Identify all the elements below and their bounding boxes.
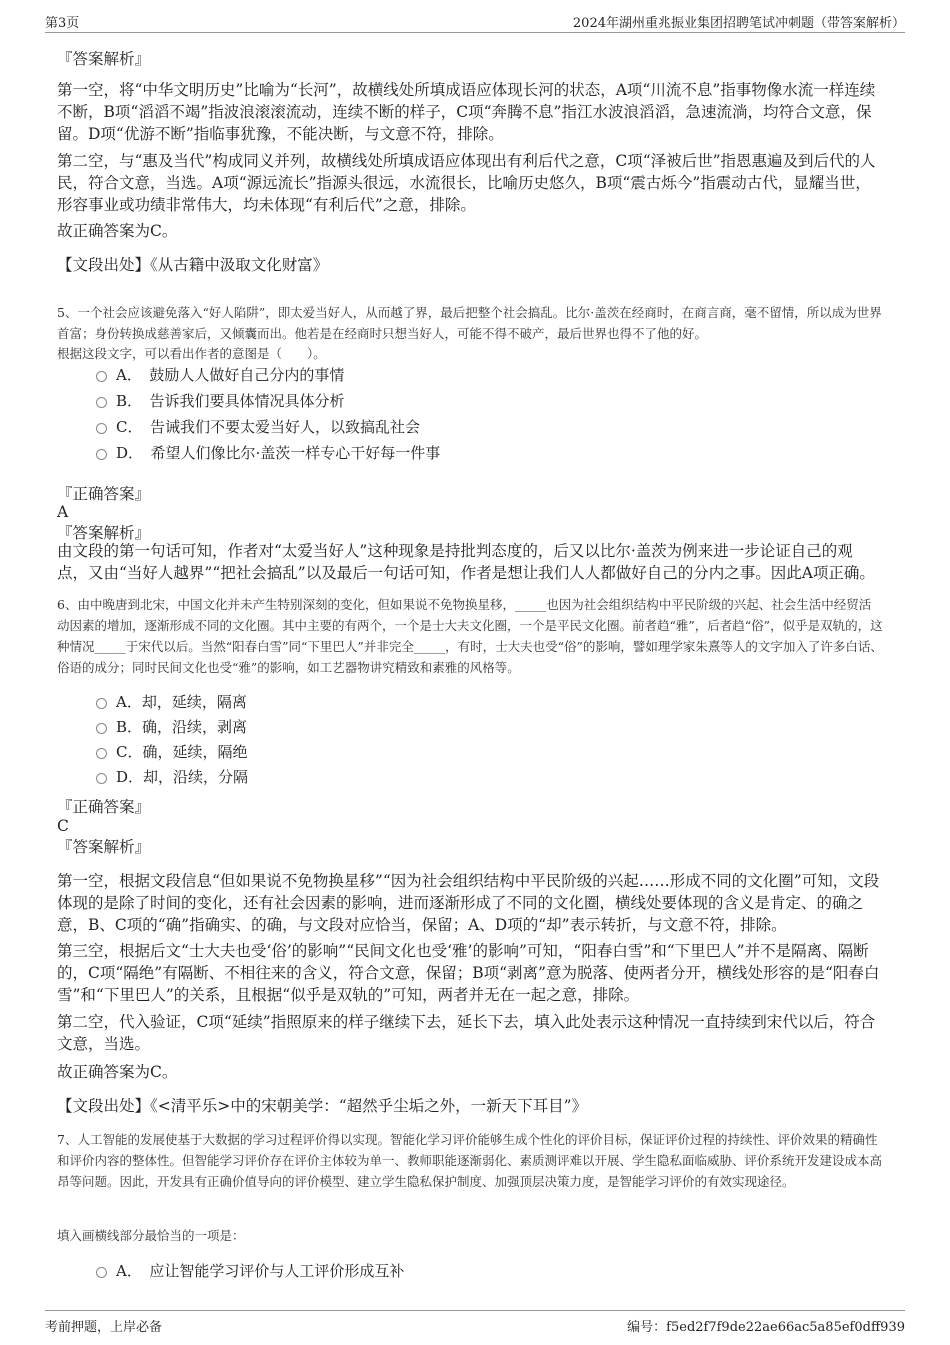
radio-icon[interactable] (96, 371, 107, 382)
radio-icon[interactable] (96, 773, 107, 784)
q4-explain-para1: 第一空，将“中华文明历史”比喻为“长河”，故横线处所填成语应体现长河的状态，A项“川流不息”指事物像水流一样连续不断，B项“滔滔不竭”指波浪滚滚流动，连续不断的样子，C项“奔腾不息”指江水波浪滔滔，急速流淌，均符合文意，保留。D项“优游不断”指临事犹豫，不能决断，与文意不符，排除。 (57, 81, 876, 143)
footer-slogan: 考前押题，上岸必备 (45, 1320, 163, 1335)
page-header (45, 10, 905, 33)
q6-option-d[interactable] (96, 767, 248, 787)
q6-source: 【文段出处】《<清平乐>中的宋朝美学：“超然乎尘垢之外，一新天下耳目”》 (57, 1097, 588, 1115)
q5-stem: 5、一个社会应该避免落入“好人陷阱”，即太爱当好人，从而越了界，最后把整个社会搞乱。比尔·盖茨在经商时，在商言商，毫不留情，所以成为世界首富；身份转换成慈善家后，又倾囊而出。他若是在经商时只想当好人，可能不得不破产，最后世界也得不了他的好。 (57, 305, 882, 341)
q6-option-c[interactable] (96, 742, 247, 762)
q5-option-a-label: A． 鼓励人人做好自己分内的事情 (116, 366, 345, 384)
q6-option-b-label: B．确，沿续，剥离 (116, 718, 248, 736)
document-id: 编号：f5ed2f7f9de22ae66ac5a85ef0dff939 (627, 1320, 905, 1335)
q7-option-a-label: A． 应让智能学习评价与人工评价形成互补 (116, 1262, 405, 1280)
q4-source: 【文段出处】《从古籍中汲取文化财富》 (57, 256, 329, 274)
q5-option-b[interactable] (96, 391, 345, 411)
q5-option-b-label: B． 告诉我们要具体情况具体分析 (116, 392, 345, 410)
q6-option-c-label: C．确，延续，隔绝 (116, 743, 248, 761)
q4-explain-title: 『答案解析』 (57, 50, 151, 68)
q5-option-d-label: D． 希望人们像比尔·盖茨一样专心干好每一件事 (116, 444, 441, 462)
radio-icon[interactable] (96, 397, 107, 408)
q4-explain-para2: 第二空，与“惠及当代”构成同义并列，故横线处所填成语应体现出有利后代之意，C项“泽被后世”指恩惠遍及到后代的人民，符合文意，当选。A项“源远流长”指源头很远，水流很长，比喻历史悠久，B项“震古烁今”指震动古代，显耀当世，形容事业或功绩非常伟大，均未体现“有利后代”之意，排除。 (57, 152, 876, 214)
q5-option-c[interactable] (96, 417, 420, 437)
q6-option-a-label: A．却，延续，隔离 (116, 693, 247, 711)
q5-answer: A (57, 503, 69, 521)
q6-explain-para1: 第一空，根据文段信息“但如果说不免物换星移”“因为社会组织结构中平民阶级的兴起……形成不同的文化圈”可知，文段体现的是除了时间的变化，还有社会因素的影响，进而逐渐形成了不同的文化圈，横线处要体现的含义是肯定、的确之意，B、C项的“确”指确实、的确，与文段对应恰当，保留；A、D项的“却”表示转折，与文意不符，排除。 (57, 872, 880, 934)
q6-stem: 6、由中晚唐到北宋，中国文化并未产生特别深刻的变化，但如果说不免物换星移，_____也因为社会组织结构中平民阶级的兴起、社会生活中经贸活动因素的增加，逐渐形成不同的文化圈。其中主要的有两个，一个是士大夫文化圈，一个是平民文化圈。前者趋“雅”，后者趋“俗”，似乎是双轨的，这种情况_____于宋代以后。当然“阳春白雪”同“下里巴人”并非完全_____，有时，士大夫也受“俗”的影响，譬如理学家朱熹等人的文字加入了许多白话、俗语的成分；同时民间文化也受“雅”的影响，如工艺器物讲究精致和素雅的风格等。 (57, 597, 883, 675)
page-footer (45, 1310, 905, 1335)
q4-conclusion: 故正确答案为C。 (57, 222, 178, 240)
radio-icon[interactable] (96, 1267, 107, 1278)
radio-icon[interactable] (96, 748, 107, 759)
q7-stem: 7、人工智能的发展使基于大数据的学习过程评价得以实现。智能化学习评价能够生成个性化的评价目标，保证评价过程的持续性、评价效果的精确性和评价内容的整体性。但智能学习评价存在评价主体较为单一、教师职能逐渐弱化、素质测评难以开展、学生隐私面临威胁、评价系统开发建设成本高昂等问题。因此，开发具有正确价值导向的评价模型、建立学生隐私保护制度、加强顶层决策力度，是智能学习评价的有效实现途径。 (57, 1132, 883, 1189)
radio-icon[interactable] (96, 449, 107, 460)
q7-option-a[interactable] (96, 1261, 404, 1281)
q6-explain-para2: 第三空，根据后文“士大夫也受‘俗’的影响”“民间文化也受‘雅’的影响”可知，“阳春白雪”和“下里巴人”并不是隔离、隔断的，C项“隔绝”有隔断、不相往来的含义，符合文意，保留；B项“剥离”意为脱落、使两者分开，横线处形容的是“阳春白雪”和“下里巴人”的关系，且根据“似乎是双轨的”可知，两者并无在一起之意，排除。 (57, 942, 880, 1004)
radio-icon[interactable] (96, 723, 107, 734)
radio-icon[interactable] (96, 423, 107, 434)
q5-explain-title: 『答案解析』 (57, 524, 151, 542)
q5-question: 根据这段文字，可以看出作者的意图是（ ）。 (57, 346, 326, 361)
q6-conclusion: 故正确答案为C。 (57, 1063, 178, 1081)
q6-answer: C (57, 817, 69, 835)
q5-answer-title: 『正确答案』 (57, 485, 151, 503)
q6-explain-para3: 第二空，代入验证，C项“延续”指照原来的样子继续下去，延长下去，填入此处表示这种情况一直持续到宋代以后，符合文意，当选。 (57, 1013, 876, 1053)
q6-answer-title: 『正确答案』 (57, 798, 151, 816)
q5-option-d[interactable] (96, 443, 440, 463)
q6-option-a[interactable] (96, 692, 247, 712)
document-title: 2024年湖州重兆振业集团招聘笔试冲刺题（带答案解析） (572, 16, 905, 31)
q5-explain: 由文段的第一句话可知，作者对“太爱当好人”这种现象是持批判态度的，后又以比尔·盖茨为例来进一步论证自己的观点，又由“当好人越界”“把社会搞乱”以及最后一句话可知，作者是想让我们人人都做好自己的分内之事。因此A项正确。 (57, 542, 875, 582)
q6-option-b[interactable] (96, 717, 247, 737)
q5-option-c-label: C． 告诫我们不要太爱当好人，以致搞乱社会 (116, 418, 420, 436)
page-number: 第3页 (45, 16, 80, 31)
q6-option-d-label: D．却，沿续，分隔 (116, 768, 249, 786)
q5-option-a[interactable] (96, 365, 344, 385)
radio-icon[interactable] (96, 698, 107, 709)
q6-explain-title: 『答案解析』 (57, 838, 151, 856)
q7-question: 填入画横线部分最恰当的一项是： (57, 1228, 245, 1243)
